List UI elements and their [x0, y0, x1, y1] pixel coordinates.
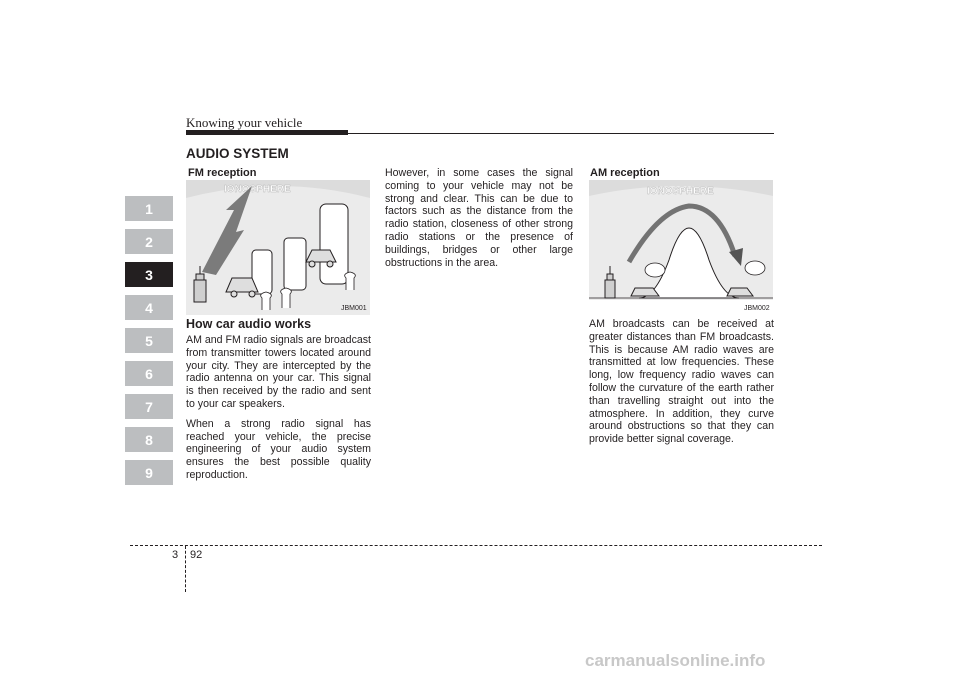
header-rule-thick	[186, 130, 348, 135]
am-ionosphere-text: IONOSPHERE	[647, 186, 714, 197]
chapter-tab-7[interactable]: 7	[125, 394, 173, 419]
chapter-tab-8[interactable]: 8	[125, 427, 173, 452]
buildings-icon	[252, 204, 348, 294]
how-works-text	[186, 334, 371, 489]
chapter-tabs	[125, 196, 173, 493]
chapter-tab-2[interactable]: 2	[125, 229, 173, 254]
chapter-tab-9[interactable]: 9	[125, 460, 173, 485]
fm-ionosphere-text: IONOSPHERE	[224, 184, 291, 195]
fm-figure-code: JBM001	[341, 305, 367, 312]
fm-figure-label: FM reception	[188, 167, 257, 179]
running-header: Knowing your vehicle	[186, 115, 303, 130]
am-figure-code: JBM002	[744, 305, 770, 312]
section-title: AUDIO SYSTEM	[186, 146, 289, 161]
fm-reception-illustration	[186, 180, 370, 315]
chapter-tab-5[interactable]: 5	[125, 328, 173, 353]
chapter-tab-6[interactable]: 6	[125, 361, 173, 386]
watermark: carmanualsonline.info	[585, 651, 766, 670]
footer-page-number: 92	[190, 549, 203, 561]
how-works-paragraph-1: AM and FM radio signals are broadcast from transmitter towers located around your city. They are intercepted by the radio antenna on your car. This signal is then received by the radio and sent to your car speakers.	[186, 334, 371, 410]
fm-signal-bolt-icon	[202, 186, 252, 275]
am-column-text	[589, 318, 774, 453]
am-transmitter-tower-icon	[605, 266, 615, 298]
chapter-tab-4[interactable]: 4	[125, 295, 173, 320]
am-paragraph-1: AM broadcasts can be received at greater distances than FM broadcasts. This is because AM radio waves are transmitted at low frequencies. These long, low frequency radio waves can follow the curvature of the earth rather than travelling straight out into the atmosphere. In addition, they curve around obstructions so that they can provide better signal coverage.	[589, 318, 774, 446]
footer-chapter-number: 3	[172, 549, 179, 561]
chapter-tab-1[interactable]: 1	[125, 196, 173, 221]
am-figure-label: AM reception	[590, 167, 660, 179]
footer-rule	[130, 545, 822, 546]
how-works-heading: How car audio works	[186, 317, 312, 331]
middle-column-text	[385, 167, 573, 276]
header-rule-thin	[348, 133, 774, 134]
how-works-paragraph-2: When a strong radio signal has reached your vehicle, the precise engineering of your audio system ensures the best possible quality reproduction.	[186, 417, 371, 481]
middle-paragraph-1: However, in some cases the signal coming to your vehicle may not be strong and clear. This can be due to factors such as the distance from the radio station, closeness of other strong radio stations or the presence of buildings, bridges or other large obstructions in the area.	[385, 167, 573, 269]
footer-divider	[185, 546, 186, 592]
am-reception-illustration	[589, 180, 773, 300]
chapter-tab-3[interactable]: 3	[125, 262, 173, 287]
